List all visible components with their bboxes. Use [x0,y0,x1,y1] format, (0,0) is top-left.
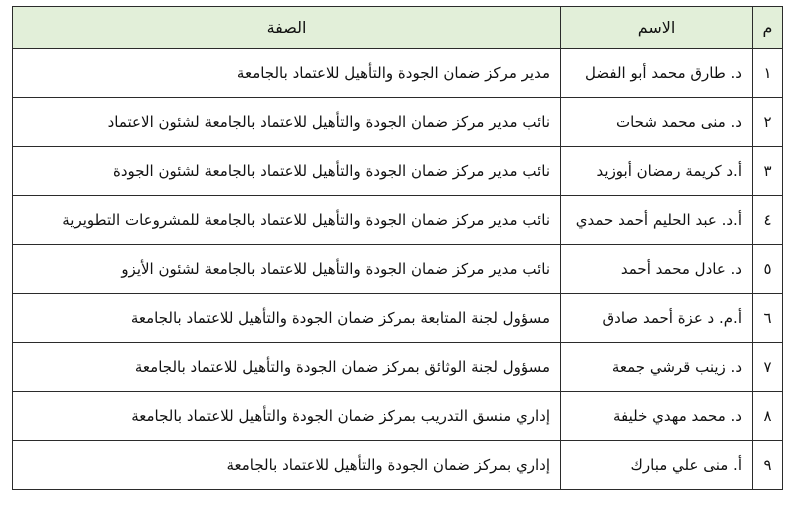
row-number: ٨ [753,392,783,441]
table-row [13,98,783,147]
header-row [13,7,783,49]
member-role: مسؤول لجنة الوثائق بمركز ضمان الجودة والتأهيل للاعتماد بالجامعة [13,343,561,392]
member-role: نائب مدير مركز ضمان الجودة والتأهيل للاعتماد بالجامعة لشئون الاعتماد [13,98,561,147]
table-row [13,343,783,392]
member-name: د. منى محمد شحات [561,98,753,147]
member-name: أ.د كريمة رمضان أبوزيد [561,147,753,196]
row-number: ٤ [753,196,783,245]
member-role: مدير مركز ضمان الجودة والتأهيل للاعتماد بالجامعة [13,49,561,98]
header-number: م [753,7,783,49]
header-role: الصفة [13,7,561,49]
table-row [13,147,783,196]
row-number: ٧ [753,343,783,392]
table-row [13,245,783,294]
table-row [13,441,783,490]
row-number: ٦ [753,294,783,343]
member-name: أ.د. عبد الحليم أحمد حمدي [561,196,753,245]
row-number: ٣ [753,147,783,196]
member-role: إداري منسق التدريب بمركز ضمان الجودة والتأهيل للاعتماد بالجامعة [13,392,561,441]
member-role: إداري بمركز ضمان الجودة والتأهيل للاعتماد بالجامعة [13,441,561,490]
members-table [12,6,783,490]
table-row [13,392,783,441]
member-name: د. طارق محمد أبو الفضل [561,49,753,98]
header-name: الاسم [561,7,753,49]
member-role: نائب مدير مركز ضمان الجودة والتأهيل للاعتماد بالجامعة لشئون الجودة [13,147,561,196]
member-role: نائب مدير مركز ضمان الجودة والتأهيل للاعتماد بالجامعة للمشروعات التطويرية [13,196,561,245]
member-name: د. زينب قرشي جمعة [561,343,753,392]
row-number: ٢ [753,98,783,147]
row-number: ٥ [753,245,783,294]
member-name: أ.م. د عزة أحمد صادق [561,294,753,343]
table-row [13,49,783,98]
table-header [13,7,783,49]
row-number: ٩ [753,441,783,490]
member-name: د. محمد مهدي خليفة [561,392,753,441]
member-role: نائب مدير مركز ضمان الجودة والتأهيل للاعتماد بالجامعة لشئون الأيزو [13,245,561,294]
table-body [13,49,783,490]
row-number: ١ [753,49,783,98]
member-name: أ. منى علي مبارك [561,441,753,490]
table-row [13,196,783,245]
member-name: د. عادل محمد أحمد [561,245,753,294]
table-row [13,294,783,343]
member-role: مسؤول لجنة المتابعة بمركز ضمان الجودة والتأهيل للاعتماد بالجامعة [13,294,561,343]
